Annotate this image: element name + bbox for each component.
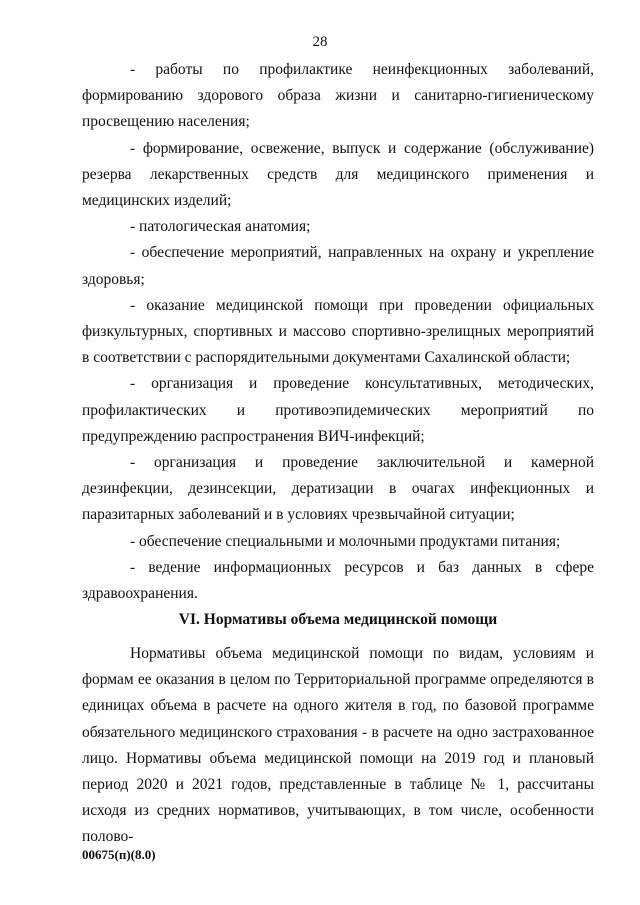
list-item: - оказание медицинской помощи при проведении официальных физкультурных, спортивных и массово спортивно-зрелищных мероприятий в соответствии с распорядительными документами Сахалинской области; xyxy=(82,296,594,367)
list-item: - организация и проведение консультативных, методических, профилактических и противоэпидемических мероприятий по предупреждению распространения ВИЧ-инфекций; xyxy=(82,375,594,445)
list-item: - патологическая анатомия; xyxy=(130,218,311,236)
list-item: - обеспечение мероприятий, направленных на охрану и укрепление здоровья; xyxy=(82,244,594,288)
list-item: - работы по профилактике неинфекционных заболеваний, формированию здорового образа жизни и санитарно-гигиеническому просвещению населения; xyxy=(82,61,594,131)
page-number: 28 xyxy=(312,34,328,50)
section-paragraph: Нормативы объема медицинской помощи по видам, условиям и формам ее оказания в целом по Территориальной программе определяются в единицах объема в расчете на одного жителя в год, по базовой программе обязательного медицинского страхования - в расчете на одно застрахованное лицо. Нормативы объема медицинской помощи на 2019 год и плановый период 2020 и 2021 годов, представленные в таблице № 1, рассчитаны исходя из средних нормативов, учитывающих, в том числе, особенности полово- xyxy=(82,645,594,846)
section-body xyxy=(82,641,594,851)
list-item: - организация и проведение заключительной и камерной дезинфекции, дезинсекции, дератизации в очагах инфекционных и паразитарных заболеваний и в условиях чрезвычайной ситуации; xyxy=(82,454,594,524)
list-block xyxy=(82,57,594,607)
list-item: - ведение информационных ресурсов и баз данных в сфере здравоохранения. xyxy=(82,558,594,603)
footer-code: 00675(п)(8.0) xyxy=(82,847,156,862)
list-item: - обеспечение специальными и молочными продуктами питания; xyxy=(130,532,561,550)
section-heading: VI. Нормативы объема медицинской помощи xyxy=(178,611,498,628)
list-item: - формирование, освежение, выпуск и содержание (обслуживание) резерва лекарственных средств для медицинского применения и медицинских изделий; xyxy=(82,139,594,210)
